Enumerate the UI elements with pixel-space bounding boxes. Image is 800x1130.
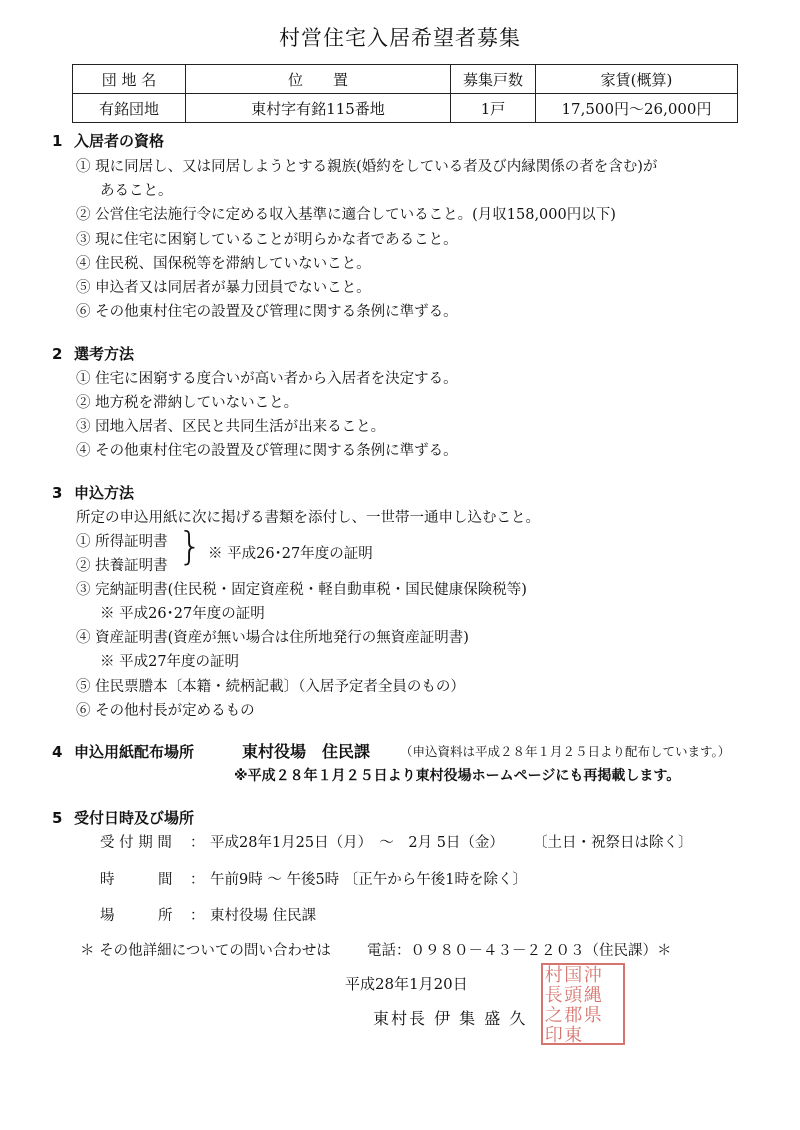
list-item: ① 住宅に困窮する度合いが高い者から入居者を決定する。	[76, 371, 458, 387]
table-header-row	[73, 65, 738, 94]
list-item: ④ 資産証明書(資産が無い場合は住所地発行の無資産証明書)	[76, 630, 469, 646]
housing-table	[72, 64, 738, 123]
list-item-note: ※ 平成27年度の証明	[100, 654, 240, 670]
list-item: ② 地方税を滞納していないこと。	[76, 395, 299, 411]
header-cell: 募集戸数	[451, 65, 536, 94]
header-cell: 家賃(概算)	[536, 65, 738, 94]
table-cell: 有銘団地	[73, 94, 186, 123]
issue-date: 平成28年1月20日	[345, 975, 468, 993]
list-item: ④ その他東村住宅の設置及び管理に関する条例に準ずる。	[76, 443, 458, 459]
colon: ：	[190, 872, 205, 888]
list-item: ② 公営住宅法施行令に定める収入基準に適合していること。(月収158,000円以下)	[76, 207, 616, 223]
reception-period-value: 平成28年1月25日（月） ～ 2月 5日（金）	[210, 835, 504, 851]
official-seal-icon: 村 国 沖 長 頭 縄 之 郡 県 印 東	[541, 963, 625, 1045]
section-heading-4: 4 申込用紙配布場所	[52, 743, 195, 761]
hours-label: 時 間	[100, 872, 173, 888]
list-item: ③ 団地入居者、区民と共同生活が出来ること。	[76, 419, 386, 435]
place-value: 東村役場 住民課	[210, 908, 317, 924]
table-row	[73, 94, 738, 123]
list-item: ⑥ その他村長が定めるもの	[76, 703, 255, 719]
website-notice: ※平成２８年１月２５日より東村役場ホームページにも再掲載します。	[234, 768, 681, 784]
contact-prefix: ＊ その他詳細についての問い合わせは	[80, 943, 331, 959]
list-item: ② 扶養証明書	[76, 558, 168, 574]
hours-value: 午前9時 ～ 午後5時 〔正午から午後1時を除く〕	[210, 872, 528, 888]
header-cell: 団 地 名	[73, 65, 186, 94]
section-heading-3: 3 申込方法	[52, 484, 135, 502]
signature: 東村長 伊 集 盛 久	[373, 1009, 528, 1028]
list-item: ① 所得証明書	[76, 534, 168, 550]
reception-period-label: 受 付 期 間	[100, 835, 172, 851]
section-heading-5: 5 受付日時及び場所	[52, 809, 195, 827]
list-item: あること。	[100, 183, 173, 199]
colon: ：	[190, 908, 205, 924]
table-cell: 東村字有銘115番地	[186, 94, 451, 123]
table-cell: 17,500円～26,000円	[536, 94, 738, 123]
place-label: 場 所	[100, 908, 173, 924]
list-item-note: ※ 平成26･27年度の証明	[100, 606, 265, 622]
header-cell: 位 置	[186, 65, 451, 94]
list-item: ① 現に同居し、又は同居しようとする親族(婚約をしている者及び内縁関係の者を含む)が	[76, 159, 658, 175]
distribution-note: （申込資料は平成２８年１月２５日より配布しています。）	[400, 744, 731, 759]
brace-note: ※ 平成26･27年度の証明	[208, 546, 373, 562]
section-heading-1: 1 入居者の資格	[52, 132, 165, 150]
list-item: ⑤ 申込者又は同居者が暴力団員でないこと。	[76, 280, 371, 296]
list-item: ③ 完納証明書(住民税・固定資産税・軽自動車税・国民健康保険税等)	[76, 582, 527, 598]
list-item: ③ 現に住宅に困窮していることが明らかな者であること。	[76, 232, 458, 248]
list-item: ④ 住民税、国保税等を滞納していないこと。	[76, 256, 371, 272]
list-item: ⑤ 住民票謄本〔本籍・続柄記載〕（入居予定者全員のもの）	[76, 679, 465, 695]
list-item: ⑥ その他東村住宅の設置及び管理に関する条例に準ずる。	[76, 304, 458, 320]
contact-phone: 電話：０９８０－４３－２２０３（住民課）＊	[367, 943, 672, 959]
colon: ：	[190, 835, 205, 851]
table-cell: 1戸	[451, 94, 536, 123]
section-heading-2: 2 選考方法	[52, 345, 135, 363]
brace-icon: }	[178, 524, 203, 568]
distribution-place: 東村役場 住民課	[242, 742, 371, 761]
page-title: 村営住宅入居希望者募集	[279, 26, 521, 50]
section-intro: 所定の申込用紙に次に掲げる書類を添付し、一世帯一通申し込むこと。	[76, 510, 540, 526]
reception-period-extra: 〔土日・祝祭日は除く〕	[533, 835, 693, 851]
